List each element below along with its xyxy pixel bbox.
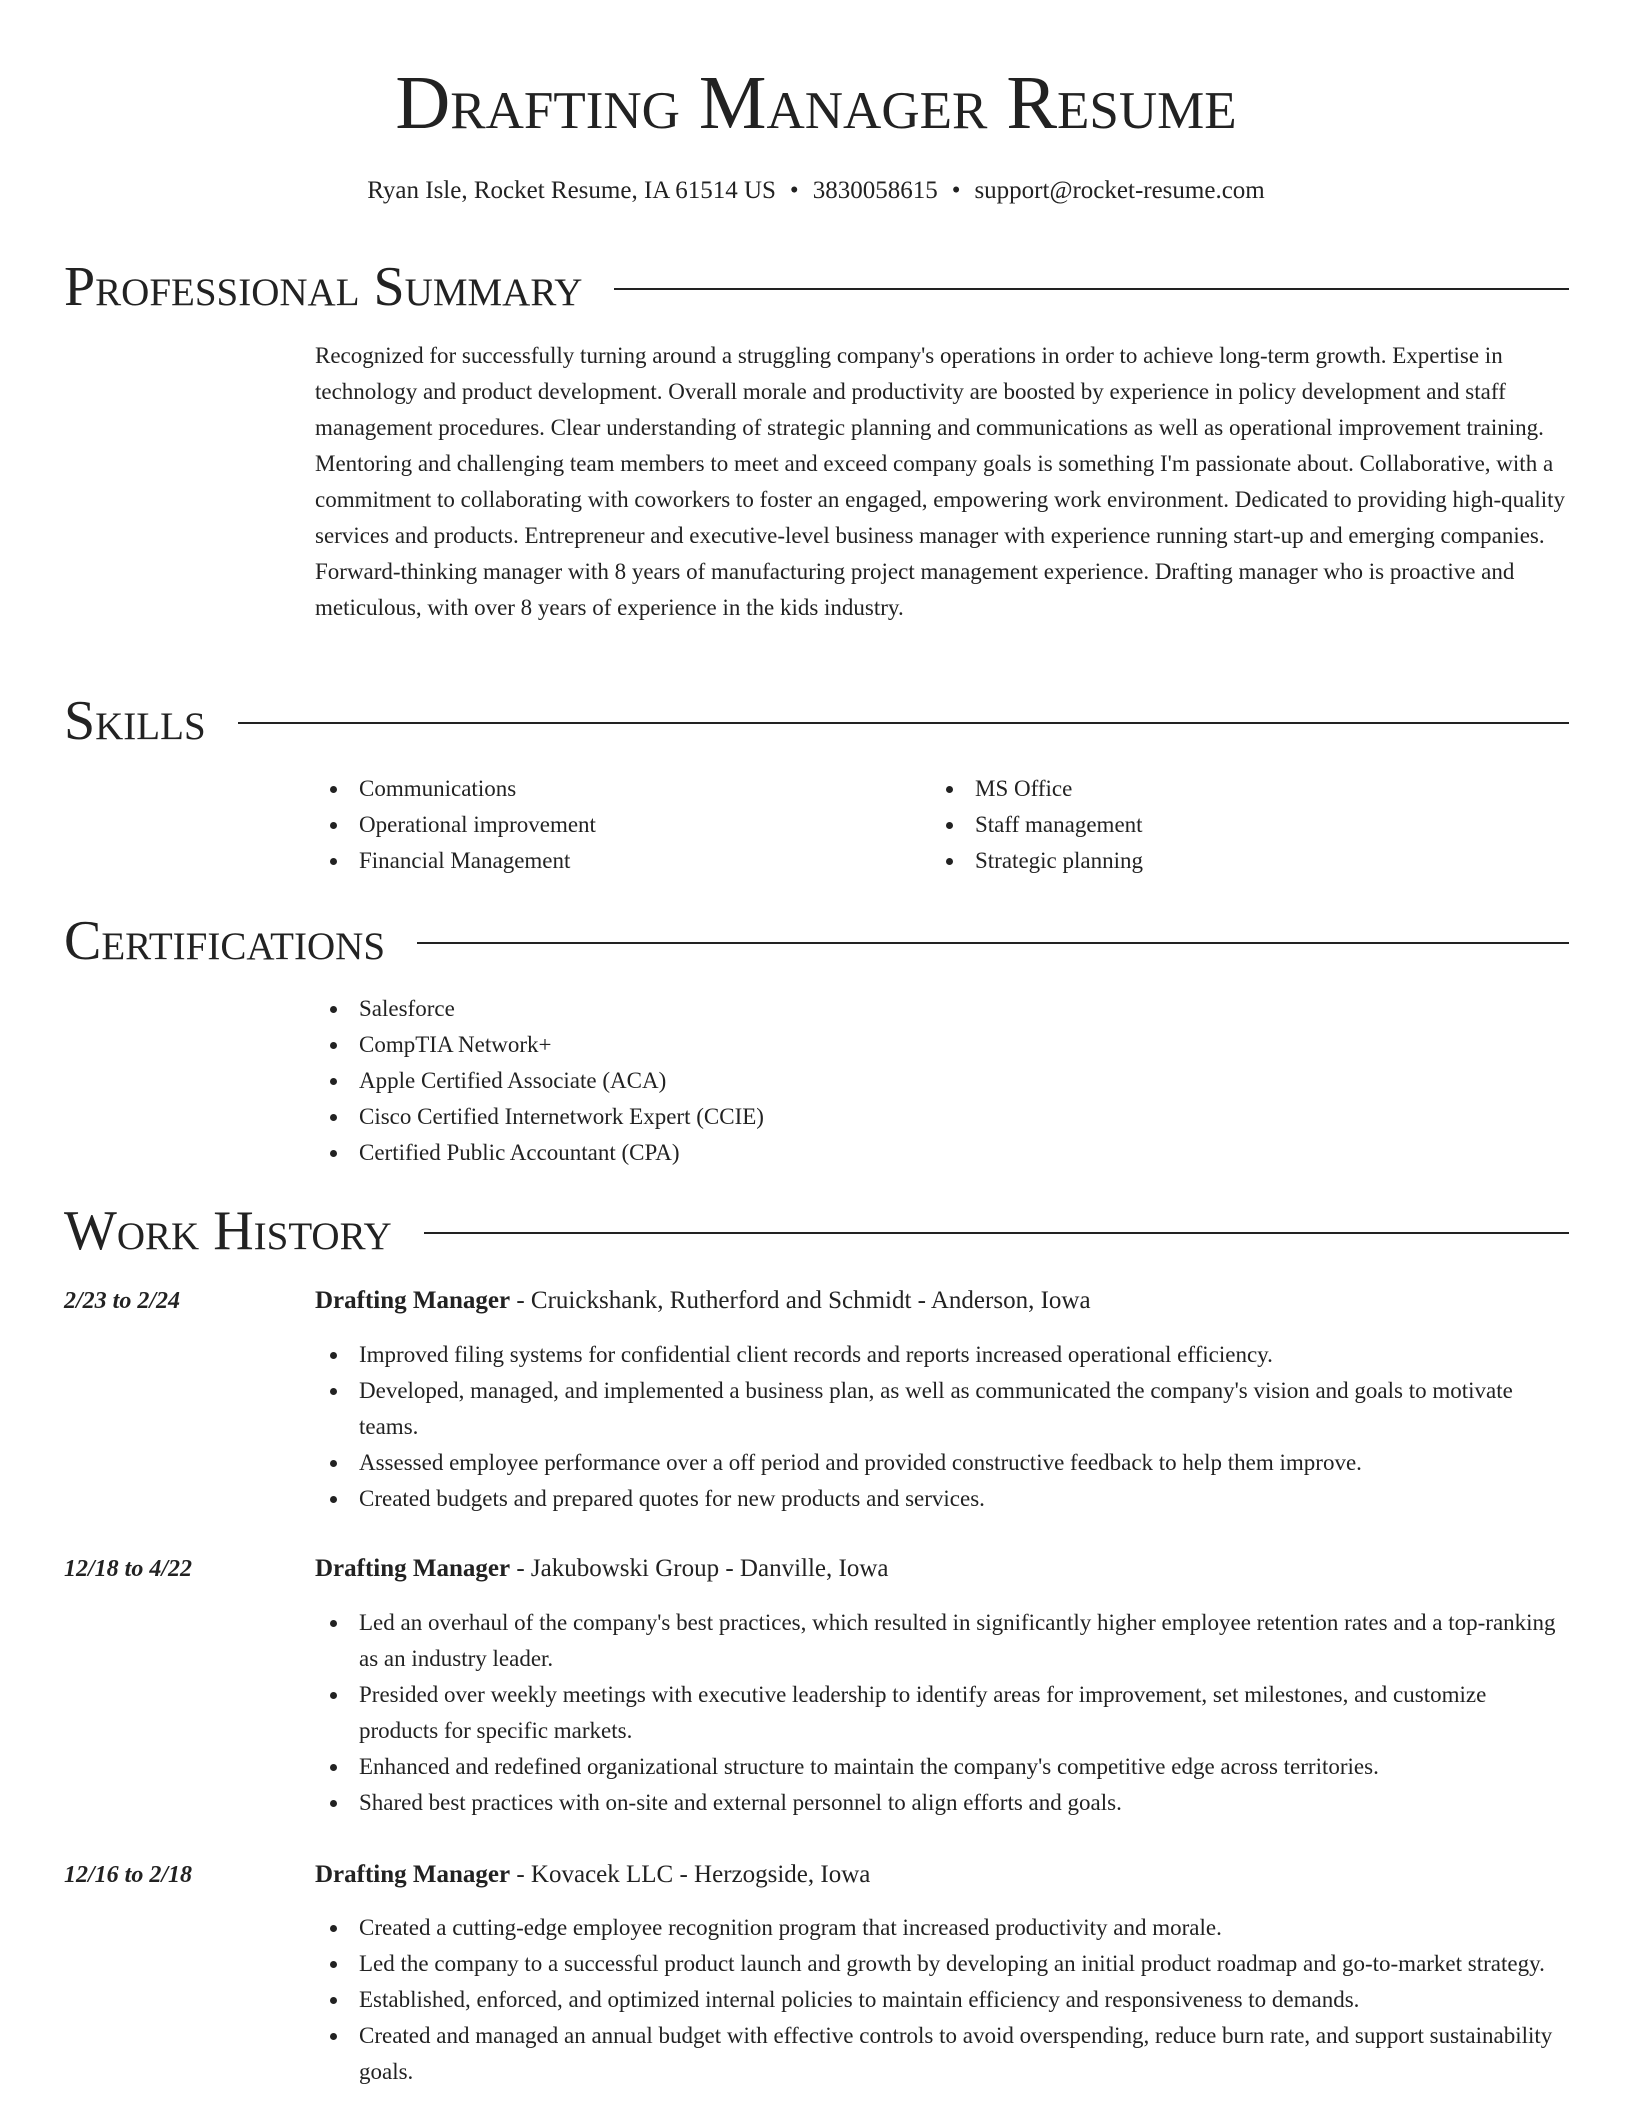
job-bullet: Improved filing systems for confidential client records and reports increased operational efficiency. [315, 1337, 1570, 1373]
certification-item: Apple Certified Associate (ACA) [315, 1063, 1215, 1099]
separator-dot: • [951, 177, 961, 204]
address: Ryan Isle, Rocket Resume, IA 61514 US [367, 177, 776, 204]
skill-item: Financial Management [315, 843, 915, 879]
job-bullet: Created a cutting-edge employee recognition program that increased productivity and morale. [315, 1910, 1570, 1946]
job-title: Drafting Manager [315, 1287, 511, 1314]
job-bullet: Shared best practices with on-site and external personnel to align efforts and goals. [315, 1785, 1570, 1821]
document-title: Drafting Manager Resume [395, 61, 1237, 145]
job-dates: 2/23 to 2/24 [64, 1288, 181, 1314]
job-bullet: Presided over weekly meetings with executive leadership to identify areas for improvement, set milestones, and customize products for specific markets. [315, 1677, 1570, 1749]
section-title: Professional Summary [64, 256, 583, 318]
section-title: Work History [64, 1200, 392, 1262]
skill-item: Operational improvement [315, 807, 915, 843]
skill-item: Staff management [931, 807, 1531, 843]
email-address: support@rocket-resume.com [974, 177, 1265, 204]
section-header-skills [64, 688, 1569, 754]
section-divider [238, 722, 1569, 724]
phone-number: 3830058615 [812, 177, 938, 204]
certifications-list [315, 991, 1215, 1171]
certification-item: Salesforce [315, 991, 1215, 1027]
job-employer-location: - Kovacek LLC - Herzogside, Iowa [510, 1861, 871, 1888]
job-dates: 12/18 to 4/22 [64, 1556, 193, 1582]
job-bullets [315, 1337, 1570, 1517]
certification-item: Cisco Certified Internetwork Expert (CCIE) [315, 1099, 1215, 1135]
job-bullets [315, 1910, 1570, 2090]
job-bullet: Assessed employee performance over a off period and provided constructive feedback to help them improve. [315, 1445, 1570, 1481]
job-title: Drafting Manager [315, 1861, 511, 1888]
job-heading [315, 1283, 1570, 1319]
summary-text: Recognized for successfully turning around a struggling company's operations in order to achieve long-term growth. Expertise in technology and product development. Overall morale and productivity are boosted by experience in policy development and staff management procedures. Clear understanding of strategic planning and communications as well as operational improvement training. Mentoring and challenging team members to meet and exceed company goals is something I'm passionate about. Collaborative, with a commitment to collaborating with coworkers to foster an engaged, empowering work environment. Dedicated to providing high-quality services and products. Entrepreneur and executive-level business manager with experience running start-up and emerging companies. Forward-thinking manager with 8 years of manufacturing project management experience. Drafting manager who is proactive and meticulous, with over 8 years of experience in the kids industry. [315, 343, 1565, 620]
job-bullet: Created budgets and prepared quotes for new products and services. [315, 1481, 1570, 1517]
contact-line [0, 174, 1632, 208]
job-employer-location: - Cruickshank, Rutherford and Schmidt - Anderson, Iowa [510, 1287, 1091, 1314]
job-title: Drafting Manager [315, 1555, 511, 1582]
skills-list-left [315, 771, 915, 879]
section-divider [417, 942, 1569, 944]
job-bullet: Led an overhaul of the company's best practices, which resulted in significantly higher employee retention rates and a top-ranking as an industry leader. [315, 1605, 1570, 1677]
job-heading [315, 1857, 1570, 1893]
job-employer-location: - Jakubowski Group - Danville, Iowa [510, 1555, 889, 1582]
section-header-work-history [64, 1198, 1569, 1264]
section-divider [614, 288, 1569, 290]
section-divider [424, 1232, 1569, 1234]
skill-item: Strategic planning [931, 843, 1531, 879]
job-bullet: Led the company to a successful product launch and growth by developing an initial product roadmap and go-to-market strategy. [315, 1946, 1570, 1982]
separator-dot: • [789, 177, 799, 204]
skill-item: Communications [315, 771, 915, 807]
certification-item: Certified Public Accountant (CPA) [315, 1135, 1215, 1171]
skill-item: MS Office [931, 771, 1531, 807]
section-header-summary [64, 254, 1569, 320]
job-bullet: Established, enforced, and optimized internal policies to maintain efficiency and responsiveness to demands. [315, 1982, 1570, 2018]
section-title: Skills [64, 690, 206, 752]
job-dates: 12/16 to 2/18 [64, 1862, 193, 1888]
section-title: Certifications [64, 910, 386, 972]
skills-list-right [931, 771, 1531, 879]
job-bullet: Enhanced and redefined organizational structure to maintain the company's competitive edge across territories. [315, 1749, 1570, 1785]
job-bullet: Created and managed an annual budget with effective controls to avoid overspending, reduce burn rate, and support sustainability goals. [315, 2018, 1570, 2090]
job-bullet: Developed, managed, and implemented a business plan, as well as communicated the company's vision and goals to motivate teams. [315, 1373, 1570, 1445]
certification-item: CompTIA Network+ [315, 1027, 1215, 1063]
job-heading [315, 1551, 1570, 1587]
section-header-certifications [64, 908, 1569, 974]
job-bullets [315, 1605, 1570, 1821]
